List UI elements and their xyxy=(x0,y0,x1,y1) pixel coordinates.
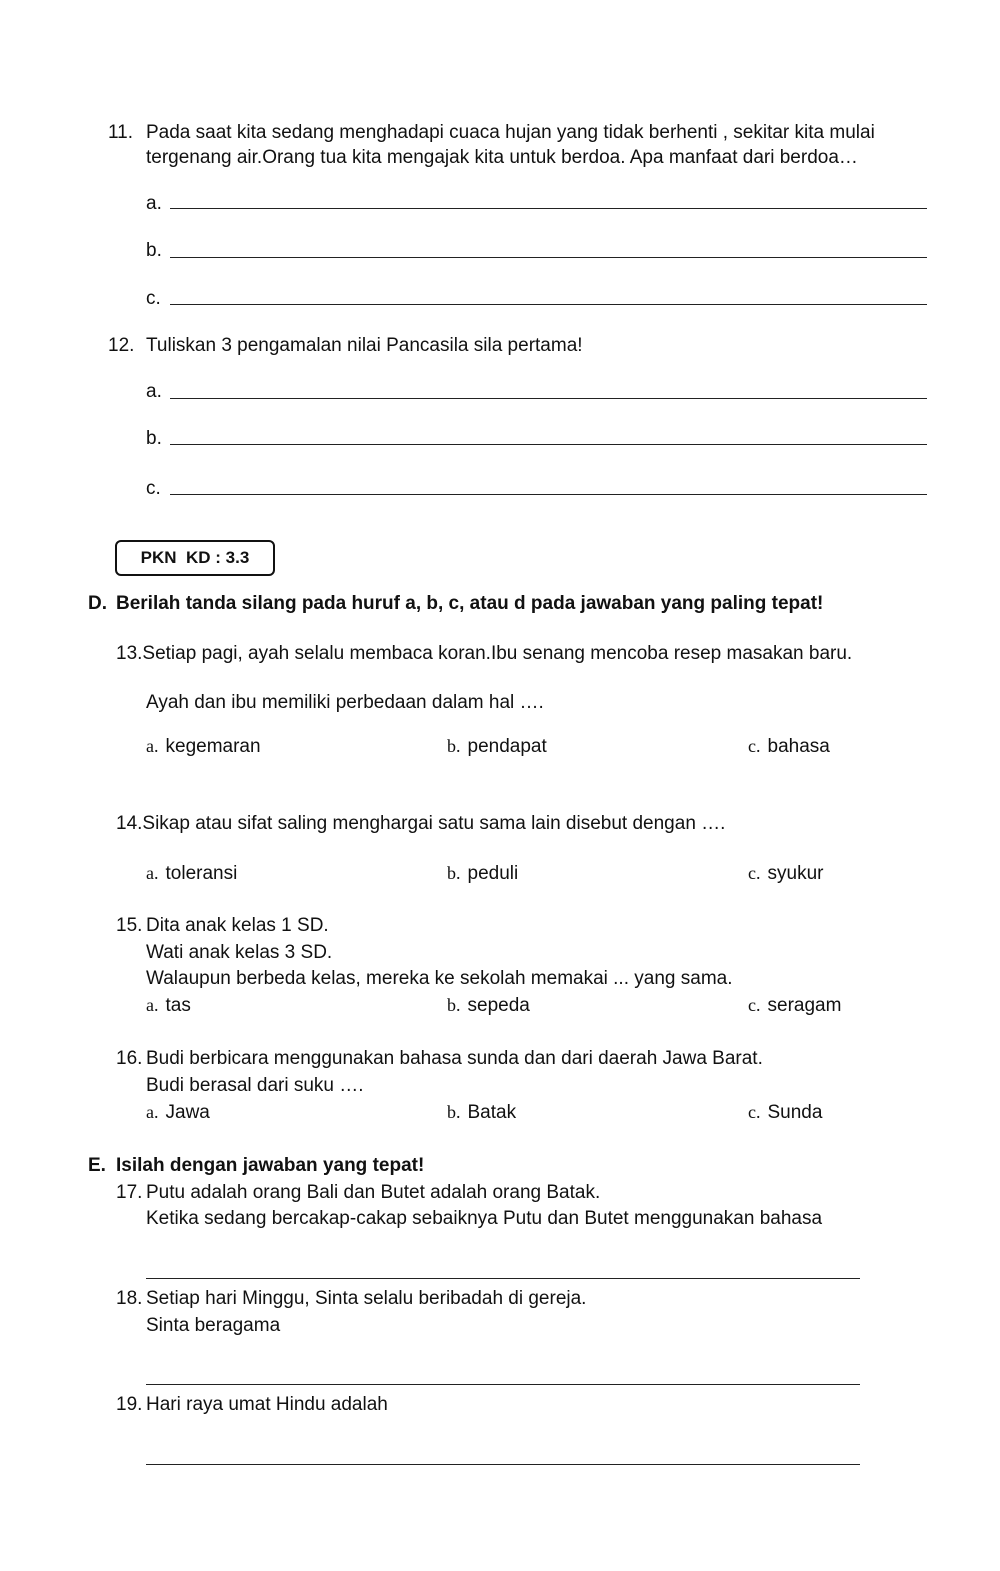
q16-option-b[interactable] xyxy=(447,1102,516,1124)
q16-option-b-letter: b. xyxy=(447,1102,461,1122)
question-19-line-1: Hari raya umat Hindu adalah xyxy=(146,1394,388,1415)
q15-option-a-text: tas xyxy=(165,995,191,1016)
question-16-line-1: Budi berbicara menggunakan bahasa sunda dan dari daerah Jawa Barat. xyxy=(146,1048,763,1069)
question-17-line-2: Ketika sedang bercakap-cakap sebaiknya Putu dan Butet menggunakan bahasa xyxy=(146,1208,823,1229)
q13-option-c-letter: c. xyxy=(748,736,761,756)
question-19-number: 19. xyxy=(116,1394,143,1415)
q15-option-b-text: sepeda xyxy=(467,995,530,1016)
q14-option-a-text: toleransi xyxy=(165,863,238,884)
q13-option-a-text: kegemaran xyxy=(165,736,261,757)
q14-option-c[interactable] xyxy=(748,863,823,885)
q13-option-b-letter: b. xyxy=(447,736,461,756)
q18-answer-line[interactable] xyxy=(146,1384,860,1385)
q15-option-c-text: seragam xyxy=(767,995,842,1016)
question-15-line-1: Dita anak kelas 1 SD. xyxy=(146,915,329,936)
q16-option-a-text: Jawa xyxy=(165,1102,210,1123)
q13-option-a-letter: a. xyxy=(146,736,159,756)
q14-option-b[interactable] xyxy=(447,863,518,885)
question-18-number: 18. xyxy=(116,1288,143,1309)
q15-option-a[interactable] xyxy=(146,995,191,1017)
q11-answer-label-c: c. xyxy=(146,288,161,309)
question-17-number: 17. xyxy=(116,1182,143,1203)
q15-option-b-letter: b. xyxy=(447,995,461,1015)
q16-option-c[interactable] xyxy=(748,1102,822,1124)
question-11-line-1: Pada saat kita sedang menghadapi cuaca hujan yang tidak berhenti , sekitar kita mulai xyxy=(146,122,875,143)
q12-answer-label-c: c. xyxy=(146,478,161,499)
q14-option-a-letter: a. xyxy=(146,863,159,883)
q15-option-c[interactable] xyxy=(748,995,841,1017)
kd-box xyxy=(115,540,275,576)
question-16-line-2: Budi berasal dari suku …. xyxy=(146,1075,364,1096)
q15-option-c-letter: c. xyxy=(748,995,761,1015)
q12-answer-line-b[interactable] xyxy=(170,444,927,445)
q12-answer-line-c[interactable] xyxy=(170,494,927,495)
question-18-line-2: Sinta beragama xyxy=(146,1315,281,1336)
question-18-line-1: Setiap hari Minggu, Sinta selalu beribadah di gereja. xyxy=(146,1288,587,1309)
question-12-text: Tuliskan 3 pengamalan nilai Pancasila sila pertama! xyxy=(146,335,583,356)
kd-box-label: PKN KD : 3.3 xyxy=(140,548,250,567)
question-13-line-2: Ayah dan ibu memiliki perbedaan dalam hal …. xyxy=(146,692,544,713)
question-17-line-1: Putu adalah orang Bali dan Butet adalah orang Batak. xyxy=(146,1182,601,1203)
question-15-line-3: Walaupun berbeda kelas, mereka ke sekolah memakai ... yang sama. xyxy=(146,968,733,989)
q11-answer-line-c[interactable] xyxy=(170,304,927,305)
q13-option-c[interactable] xyxy=(748,736,830,758)
q14-option-c-letter: c. xyxy=(748,863,761,883)
q12-answer-label-b: b. xyxy=(146,428,162,449)
question-15-line-2: Wati anak kelas 3 SD. xyxy=(146,942,333,963)
question-11-line-2: tergenang air.Orang tua kita mengajak kita untuk berdoa. Apa manfaat dari berdoa… xyxy=(146,147,858,168)
q13-option-b-text: pendapat xyxy=(467,736,547,757)
q14-option-c-text: syukur xyxy=(767,863,824,884)
q13-option-b[interactable] xyxy=(447,736,547,758)
q14-option-b-letter: b. xyxy=(447,863,461,883)
q12-answer-label-a: a. xyxy=(146,381,162,402)
q11-answer-label-b: b. xyxy=(146,240,162,261)
question-16-number: 16. xyxy=(116,1048,143,1069)
q16-option-a[interactable] xyxy=(146,1102,210,1124)
question-11-number: 11. xyxy=(108,122,134,143)
q13-option-c-text: bahasa xyxy=(767,736,830,757)
question-13-line-1: 13.Setiap pagi, ayah selalu membaca koran.Ibu senang mencoba resep masakan baru. xyxy=(116,643,853,664)
q11-answer-line-b[interactable] xyxy=(170,257,927,258)
section-d-letter: D. xyxy=(88,593,107,614)
q16-option-c-letter: c. xyxy=(748,1102,761,1122)
q13-option-a[interactable] xyxy=(146,736,261,758)
q11-answer-line-a[interactable] xyxy=(170,208,927,209)
q16-option-b-text: Batak xyxy=(467,1102,517,1123)
question-12-number: 12. xyxy=(108,335,135,356)
q16-option-a-letter: a. xyxy=(146,1102,159,1122)
q15-option-b[interactable] xyxy=(447,995,530,1017)
q11-answer-label-a: a. xyxy=(146,193,162,214)
q17-answer-line[interactable] xyxy=(146,1278,860,1279)
q14-option-b-text: peduli xyxy=(467,863,519,884)
section-e-title: Isilah dengan jawaban yang tepat! xyxy=(116,1155,425,1176)
section-d-title: Berilah tanda silang pada huruf a, b, c, atau d pada jawaban yang paling tepat! xyxy=(116,593,824,614)
q19-answer-line[interactable] xyxy=(146,1464,860,1465)
q12-answer-line-a[interactable] xyxy=(170,398,927,399)
question-15-number: 15. xyxy=(116,915,143,936)
q15-option-a-letter: a. xyxy=(146,995,159,1015)
q16-option-c-text: Sunda xyxy=(767,1102,823,1123)
question-14-line-1: 14.Sikap atau sifat saling menghargai satu sama lain disebut dengan …. xyxy=(116,813,726,834)
section-e-letter: E. xyxy=(88,1155,106,1176)
q14-option-a[interactable] xyxy=(146,863,237,885)
